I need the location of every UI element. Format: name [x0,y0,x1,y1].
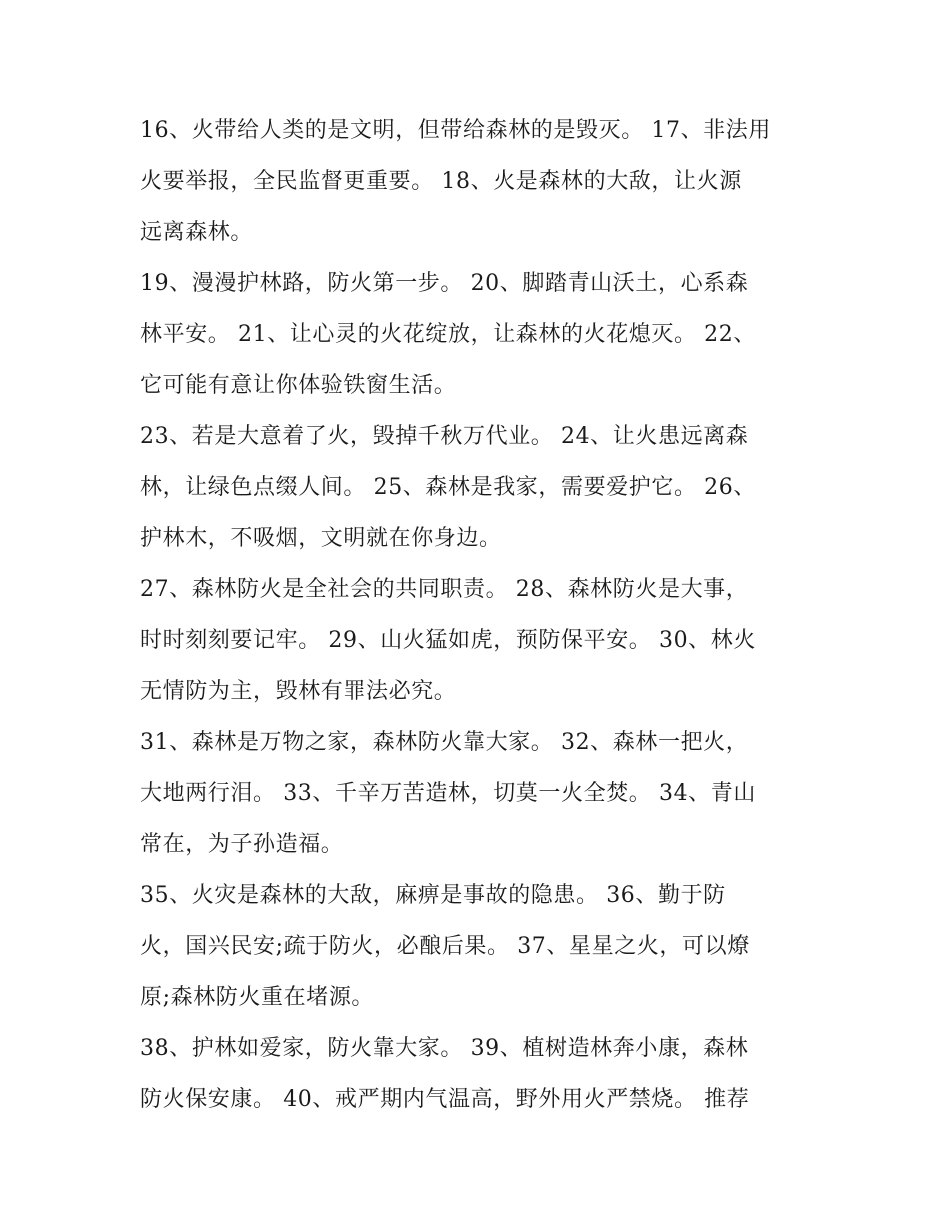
text-line: 23、若是大意着了火，毁掉千秋万代业。 24、让火患远离森 [140,424,749,449]
text-line: 它可能有意让你体验铁窗生活。 [140,373,457,398]
text-line: 常在，为子孙造福。 [140,832,344,857]
text-line: 护林木，不吸烟，文明就在你身边。 [140,526,502,551]
text-line: 38、护林如爱家，防火靠大家。 39、植树造林奔小康，森林 [140,1036,749,1061]
text-line: 防火保安康。 40、戒严期内气温高，野外用火严禁烧。 推荐 [140,1087,750,1112]
text-line: 火，国兴民安;疏于防火，必酿后果。 37、星星之火，可以燎 [140,934,750,959]
paragraph-slogans-19-22 [140,258,820,411]
text-line: 原;森林防火重在堵源。 [140,985,375,1010]
paragraph-slogans-27-30 [140,564,820,717]
paragraph-slogans-38-40 [140,1023,820,1125]
text-line: 无情防为主，毁林有罪法必究。 [140,679,457,704]
text-line: 远离森林。 [140,220,254,245]
paragraph-slogans-31-34 [140,717,820,870]
paragraph-slogans-23-26 [140,411,820,564]
text-line: 27、森林防火是全社会的共同职责。 28、森林防火是大事， [140,577,749,602]
text-line: 19、漫漫护林路，防火第一步。 20、脚踏青山沃土，心系森 [140,271,749,296]
text-line: 林，让绿色点缀人间。 25、森林是我家，需要爱护它。 26、 [140,475,756,500]
text-line: 火要举报，全民监督更重要。 18、火是森林的大敌，让火源 [140,169,742,194]
document-body [140,105,820,1125]
paragraph-slogans-35-37 [140,870,820,1023]
text-line: 35、火灾是森林的大敌，麻痹是事故的隐患。 36、勤于防 [140,883,726,908]
text-line: 林平安。 21、让心灵的火花绽放，让森林的火花熄灭。 22、 [140,322,756,347]
paragraph-slogans-16-18 [140,105,820,258]
text-line: 31、森林是万物之家，森林防火靠大家。 32、森林一把火， [140,730,749,755]
text-line: 时时刻刻要记牢。 29、山火猛如虎，预防保平安。 30、林火 [140,628,756,653]
text-line: 大地两行泪。 33、千辛万苦造林，切莫一火全焚。 34、青山 [140,781,756,806]
text-line: 16、火带给人类的是文明，但带给森林的是毁灭。 17、非法用 [140,118,771,143]
